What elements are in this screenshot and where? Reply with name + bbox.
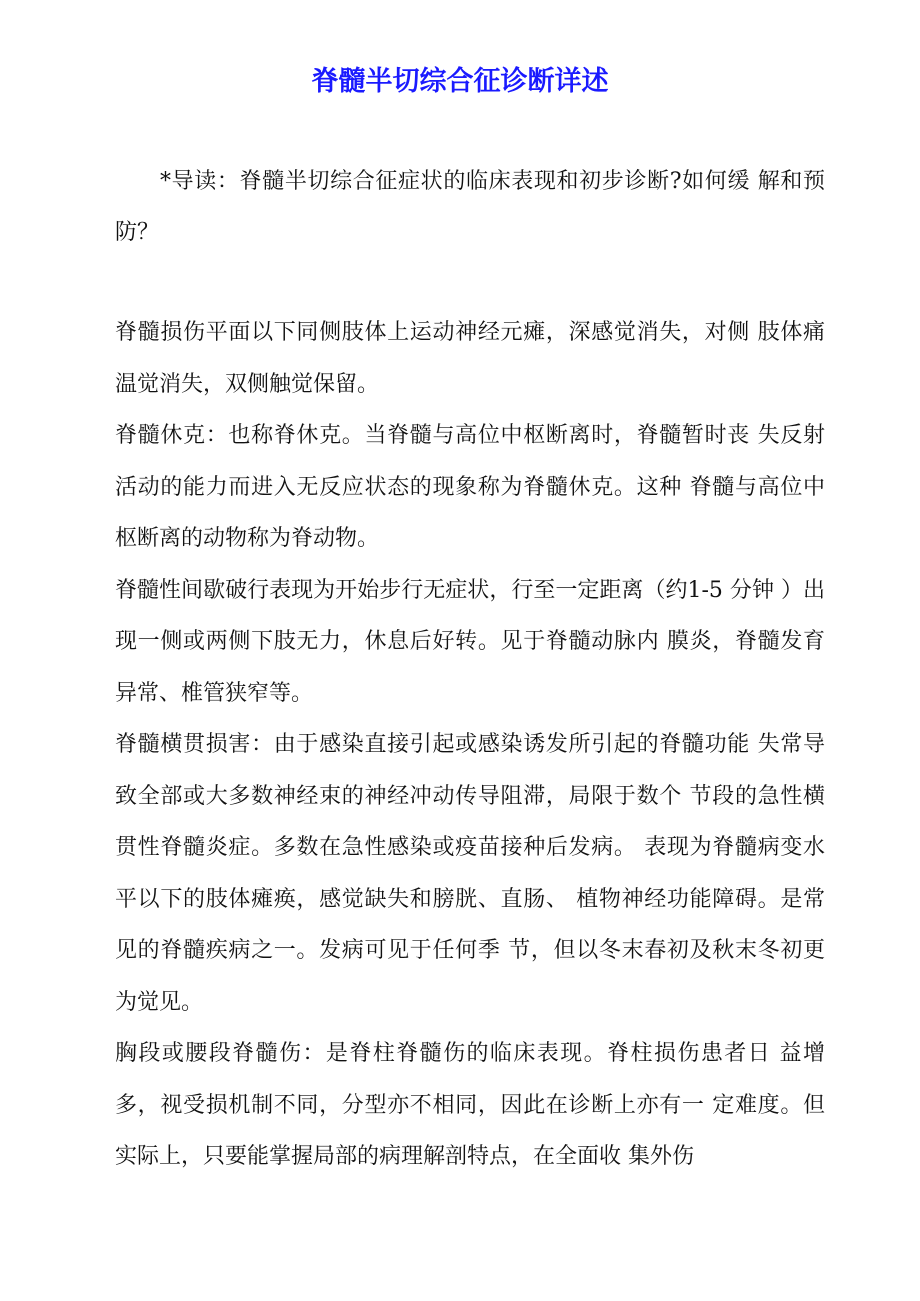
paragraph-spinal-shock: 脊髓休克：也称脊休克。当脊髓与高位中枢断离时，脊髓暂时丧 失反射活动的能力而进入无反应状态的现象称为脊髓休克。这种 脊髓与高位中枢断离的动物称为脊动物。 [115,423,825,551]
intro-paragraph: *导读：脊髓半切综合征症状的临床表现和初步诊断?如何缓 解和预防？ [115,169,825,245]
paragraph-intermittent-claudication: 脊髓性间歇破行表现为开始步行无症状，行至一定距离（约1-5 分钟 ）出现一侧或两侧下肢无力，休息后好转。见于脊髓动脉内 膜炎，脊髓发育异常、椎管狭窄等。 [115,577,825,706]
paragraph-transverse-lesion: 脊髓横贯损害：由于感染直接引起或感染诱发所引起的脊髓功能 失常导致全部或大多数神经束的神经冲动传导阻滞，局限于数个 节段的急性横贯性脊髓炎症。多数在急性感染或疫苗接种后发病。 表现为脊髓病变水平以下的肢体瘫痪，感觉缺失和膀胱、直肠、 植物神经功能障碍。是常见的脊髓疾病之一。发病可见于任何季 节，但以冬末春初及秋末冬初更为觉见。 [115,732,825,1015]
paragraph-thoracolumbar-injury: 胸段或腰段脊髓伤：是脊柱脊髓伤的临床表现。脊柱损伤患者日 益增多，视受损机制不同，分型亦不相同，因此在诊断上亦有一 定难度。但实际上，只要能掌握局部的病理解剖特点，在全面收 集外伤 [115,1041,825,1169]
document-body [115,307,825,1183]
document-title: 脊髓半切综合征诊断详述 [311,66,609,97]
paragraph-symptoms: 脊髓损伤平面以下同侧肢体上运动神经元瘫，深感觉消失，对侧 肢体痛温觉消失，双侧触觉保留。 [115,320,825,397]
